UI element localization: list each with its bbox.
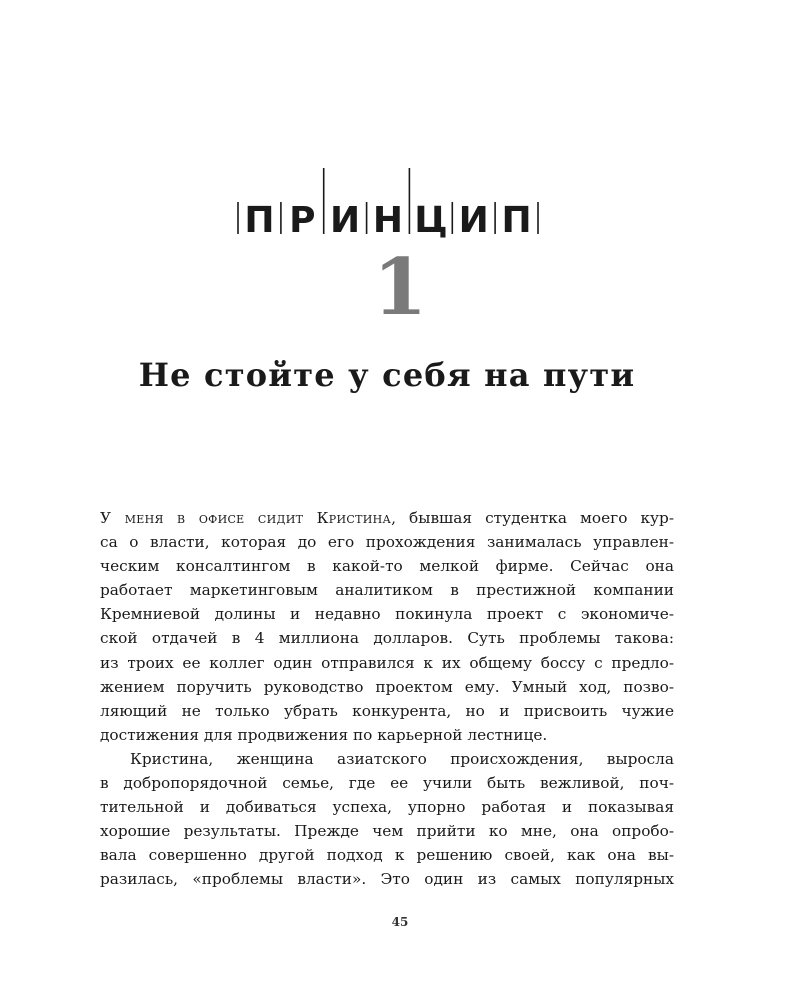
heading-letter: И (330, 200, 361, 241)
body-line: из троих ее коллег один отправился к их общему боссу с предло- (100, 653, 674, 672)
heading-letter: П (244, 200, 275, 241)
heading-letter: П (501, 200, 532, 241)
body-line: ческим консалтингом в какой-то мелкой фирме. Сейчас она (100, 557, 674, 576)
heading-letter: Р (289, 200, 316, 241)
body-line: в добропорядочной семье, где ее учили быть вежливой, поч- (100, 774, 674, 793)
chapter-title: Не стойте у себя на пути (138, 356, 636, 394)
body-line: са о власти, которая до его прохождения занималась управлен- (100, 533, 674, 552)
body-line: работает маркетинговым аналитиком в престижной компании (100, 581, 674, 600)
body-line-last: достижения для продвижения по карьерной лестнице. (100, 725, 548, 744)
chapter-heading-svg (0, 168, 800, 248)
chapter-heading-word (0, 168, 800, 248)
body-first-smallcaps: У меня в офисе сидит Кристина (100, 509, 392, 527)
body-line: тительной и добиваться успеха, упорно работая и показывая (100, 798, 674, 817)
body-line: вала совершенно другой подход к решению своей, как она вы- (100, 846, 674, 865)
body-line: разилась, «проблемы власти». Это один из самых популярных (100, 870, 674, 889)
body-line-indent: Кристина, женщина азиатского происхождения, выросла (130, 749, 674, 768)
body-line: ской отдачей в 4 миллиона долларов. Суть проблемы такова: (100, 629, 674, 648)
chapter-number: 1 (372, 242, 428, 333)
body-line: Кремниевой долины и недавно покинула проект с экономиче- (100, 605, 674, 624)
body-text (100, 506, 674, 892)
heading-letter: Ц (414, 200, 448, 241)
heading-letters (244, 200, 531, 241)
heading-letter: И (458, 200, 489, 241)
body-first-rest: , бывшая студентка моего кур- (391, 509, 674, 527)
page-number: 45 (391, 915, 409, 929)
body-line: жением поручить руководство проектом ему. Умный ход, позво- (100, 677, 674, 696)
heading-letter: Н (372, 200, 404, 241)
body-line-first (100, 506, 674, 530)
body-line: хорошие результаты. Прежде чем прийти ко мне, она опробо- (100, 822, 674, 841)
body-line: ляющий не только убрать конкурента, но и присвоить чужие (100, 701, 674, 720)
